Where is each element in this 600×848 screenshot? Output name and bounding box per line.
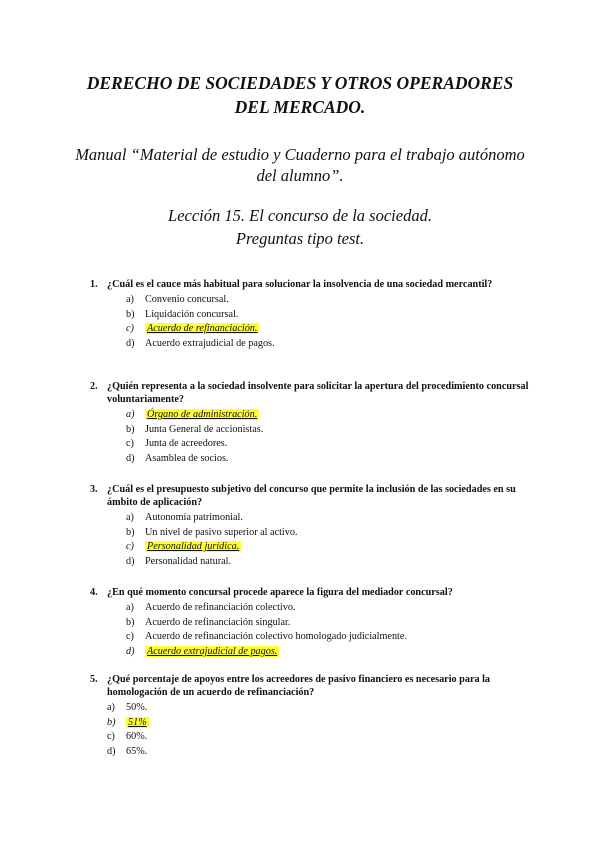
option-text: Autonomía patrimonial. <box>145 512 243 523</box>
document-title-line-1: DERECHO DE SOCIEDADES Y OTROS OPERADORES <box>86 73 514 93</box>
question-number: 5. <box>90 674 98 685</box>
answer-option-b-correct <box>90 716 530 731</box>
option-letter: b) <box>126 423 135 435</box>
option-text: Un nivel de pasivo superior al activo. <box>145 526 298 538</box>
option-letter: d) <box>126 645 135 657</box>
option-letter: a) <box>126 294 134 305</box>
manual-subtitle-line-2: del alumno”. <box>256 166 344 185</box>
option-text-highlighted: Personalidad jurídica. <box>147 541 240 553</box>
option-text-highlighted: Acuerdo extrajudicial de pagos. <box>147 645 278 657</box>
answer-options <box>90 293 530 351</box>
option-letter: c) <box>126 323 134 335</box>
answer-option-c <box>90 437 530 452</box>
answer-options <box>90 408 530 466</box>
answer-option-a <box>90 511 530 526</box>
option-text: Asamblea de socios. <box>145 452 229 464</box>
option-letter: c) <box>107 731 115 743</box>
option-letter: d) <box>126 452 135 464</box>
answer-options <box>90 701 530 759</box>
answer-option-d <box>90 337 530 352</box>
answer-option-c <box>90 630 530 645</box>
answer-option-b <box>90 308 530 323</box>
question-prompt: ¿Quién representa a la sociedad insolvente para solicitar la apertura del procedimiento concursal voluntariamente? <box>107 381 529 405</box>
option-letter: b) <box>126 308 135 320</box>
answer-option-a <box>90 293 530 308</box>
answer-option-d <box>90 555 530 570</box>
question-prompt: ¿En qué momento concursal procede aparece la figura del mediador concursal? <box>107 587 453 598</box>
question-text <box>90 673 530 699</box>
question-2 <box>90 380 530 466</box>
answer-option-b <box>90 616 530 631</box>
option-text: Junta de acreedores. <box>145 438 228 450</box>
answer-option-d-correct <box>90 645 530 660</box>
question-text <box>90 483 530 509</box>
option-letter: d) <box>126 555 135 567</box>
option-text-highlighted: Acuerdo de refinanciación. <box>147 323 258 335</box>
option-text: Personalidad natural. <box>145 555 232 567</box>
option-letter: c) <box>126 541 134 553</box>
option-letter: b) <box>126 526 135 538</box>
manual-subtitle-line-1: Manual “Material de estudio y Cuaderno para el trabajo autónomo <box>75 145 525 164</box>
option-text: Liquidación concursal. <box>145 308 239 320</box>
option-letter: c) <box>126 631 134 643</box>
lesson-title: Lección 15. El concurso de la sociedad. <box>168 206 432 225</box>
question-prompt: ¿Qué porcentaje de apoyos entre los acreedores de pasivo financiero es necesario para la homologación de un acuerdo de refinanciación? <box>107 674 491 698</box>
option-letter: a) <box>126 409 135 420</box>
answer-option-c <box>90 730 530 745</box>
question-number: 2. <box>90 381 98 392</box>
question-text <box>90 586 530 599</box>
answer-option-b <box>90 423 530 438</box>
option-letter: d) <box>107 745 116 757</box>
option-text: 65%. <box>126 745 148 757</box>
option-text-highlighted: Órgano de administración. <box>147 409 258 420</box>
answer-option-c-correct <box>90 540 530 555</box>
question-prompt: ¿Cuál es el presupuesto subjetivo del concurso que permite la inclusión de las sociedades en su ámbito de aplicación? <box>107 484 516 508</box>
answer-option-a-correct <box>90 408 530 423</box>
option-text: 60%. <box>126 731 148 743</box>
question-prompt: ¿Cuál es el cauce más habitual para solucionar la insolvencia de una sociedad mercantil? <box>107 279 493 290</box>
question-number: 3. <box>90 484 98 495</box>
option-text: Convenio concursal. <box>145 294 229 305</box>
option-text: Acuerdo de refinanciación colectivo homologado judicialmente. <box>145 631 407 643</box>
answer-option-d <box>90 452 530 467</box>
option-letter: d) <box>126 337 135 349</box>
option-text-highlighted: 51% <box>128 716 147 728</box>
answer-option-c-correct <box>90 322 530 337</box>
document-title-line-2: DEL MERCADO. <box>234 97 366 117</box>
answer-option-a <box>90 701 530 716</box>
answer-option-b <box>90 526 530 541</box>
option-letter: b) <box>126 616 135 628</box>
question-number: 4. <box>90 587 98 598</box>
option-letter: c) <box>126 438 134 450</box>
option-letter: a) <box>126 512 134 523</box>
option-text: Acuerdo extrajudicial de pagos. <box>145 337 275 349</box>
question-1 <box>90 278 530 351</box>
option-text: Acuerdo de refinanciación singular. <box>145 616 291 628</box>
answer-option-a <box>90 601 530 616</box>
lesson-subtitle: Preguntas tipo test. <box>235 229 365 248</box>
answer-options <box>90 511 530 569</box>
option-text: Junta General de accionistas. <box>145 423 264 435</box>
question-text <box>90 278 530 291</box>
answer-options <box>90 601 530 659</box>
option-text: Acuerdo de refinanciación colectivo. <box>145 602 296 613</box>
option-letter: b) <box>107 716 116 728</box>
question-text <box>90 380 530 406</box>
question-number: 1. <box>90 279 98 290</box>
question-4 <box>90 586 530 659</box>
question-5 <box>90 673 530 759</box>
answer-option-d <box>90 745 530 760</box>
option-letter: a) <box>126 602 134 613</box>
question-3 <box>90 483 530 569</box>
option-text: 50%. <box>126 702 148 713</box>
option-letter: a) <box>107 702 115 713</box>
